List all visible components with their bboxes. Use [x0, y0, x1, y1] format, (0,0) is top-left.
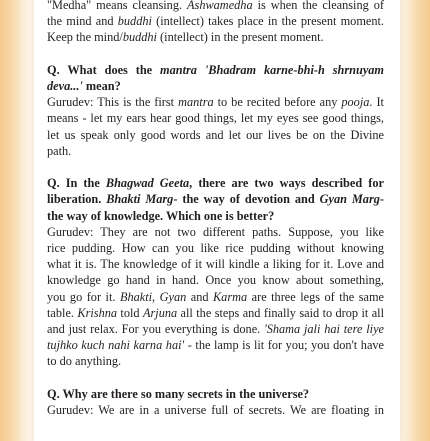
question-3 [47, 386, 384, 402]
text-line: what it is. The knowledge of it will kindle a liking for it. Love and [47, 257, 384, 272]
text-run: you go for it. [47, 289, 120, 304]
text-run: Krishna [77, 305, 118, 320]
text-run: table. [47, 305, 78, 320]
text-run: Ashwamedha [187, 0, 253, 12]
page-content [47, 0, 384, 418]
text-line [47, 94, 384, 110]
text-line [47, 29, 384, 45]
text-run: the mind and [47, 14, 118, 29]
text-run: "Medha" [47, 0, 92, 12]
paragraph-gap [47, 46, 384, 62]
text-line: Gurudev: They are not two different paths. Suppose, you like [47, 224, 384, 239]
text-line [47, 13, 384, 29]
answer-3 [47, 402, 384, 418]
text-run: Q. What does the [47, 62, 161, 77]
text-line [47, 0, 384, 13]
text-run: tujhko kuch nahi karna hai' [47, 338, 185, 353]
text-line [47, 305, 384, 321]
text-run: Gyan [159, 289, 187, 304]
text-line: to do anything. [47, 354, 122, 369]
text-run: - [379, 192, 385, 207]
text-run: Bhakti [119, 289, 153, 304]
text-run: , there are two ways described for [189, 176, 384, 191]
text-line [47, 78, 384, 94]
text-run: and just relax. For you everything is done. [47, 322, 265, 337]
text-run: 'Shama jali hai tere liye [264, 322, 384, 337]
text-line: Gurudev: We are in a universe full of secrets. We are floating in [47, 403, 384, 418]
question-2 [47, 175, 384, 224]
text-run: deva...' [47, 79, 83, 93]
text-line [47, 175, 384, 191]
text-run: Arjuna [142, 305, 178, 320]
answer-2 [47, 224, 384, 370]
text-run: - the way of devotion and [173, 192, 320, 207]
text-line [47, 191, 384, 207]
text-run: mantra [178, 95, 214, 110]
text-run: . It [369, 95, 384, 110]
paragraph-gap [47, 370, 384, 386]
text-run: Keep the mind/ [47, 30, 123, 45]
text-run: means cleansing. [91, 0, 188, 12]
text-line: rice pudding. How can you like rice pudding without knowing [47, 241, 384, 256]
text-run: (intellect) in the present moment. [156, 30, 324, 45]
text-run: Karma [212, 289, 248, 304]
text-run: Bhakti Marg [106, 192, 174, 207]
text-line [47, 337, 384, 353]
paragraph-gap [47, 159, 384, 175]
text-run: Q. In the [47, 176, 106, 191]
question-1 [47, 62, 384, 94]
text-line [47, 62, 384, 78]
text-run: liberation. [47, 192, 107, 207]
text-run: mean? [82, 79, 121, 93]
text-run: told [117, 305, 143, 320]
text-line [47, 289, 384, 305]
text-run: pooja [341, 95, 370, 110]
text-run: all the steps and finally said to drop it all [177, 305, 385, 320]
text-line: Q. Why are there so many secrets in the universe? [47, 386, 310, 401]
text-line: means - let my ears hear good things, let my eyes see good things, [47, 111, 384, 126]
text-run: (intellect) takes place in the present moment. [151, 14, 384, 29]
answer-1 [47, 94, 384, 159]
text-run: Gyan Marg [319, 192, 380, 207]
text-run: buddhi [117, 14, 152, 29]
text-line [47, 321, 384, 337]
intro-paragraph [47, 0, 384, 46]
text-run: Bhagwad Geeta [105, 176, 190, 191]
text-line: the way of knowledge. Which one is better? [47, 208, 275, 223]
text-run: Gurudev: This is the first [47, 95, 179, 110]
text-run: and [186, 289, 213, 304]
text-run: is when the cleansing of [252, 0, 384, 12]
text-line: let us speak only good words and let our lives be on the Divine [47, 127, 384, 142]
text-run: , [152, 289, 160, 304]
text-run: are three legs of the same [247, 289, 384, 304]
text-line: path. [47, 143, 72, 158]
text-run: - the lamp is lit for you; you don't have [184, 338, 385, 353]
text-run: buddhi [122, 30, 157, 45]
text-run: to be recited before any [213, 95, 342, 110]
text-line: knowledge go hand in hand. Once you know about something, [47, 273, 384, 288]
text-run: mantra 'Bhadram karne-bhi-h shrnuyam [160, 62, 384, 77]
